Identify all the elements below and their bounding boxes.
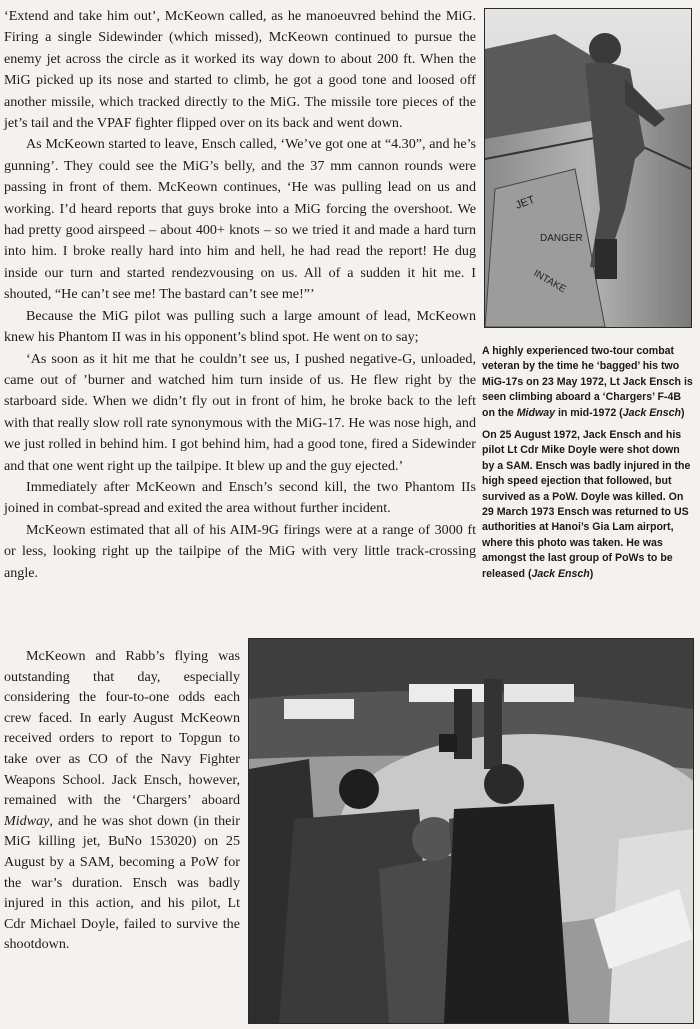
photo-gia-lam-pow-release — [248, 638, 694, 1024]
paragraph: McKeown estimated that all of his AIM-9G firings were at a range of 3000 ft or less, looking right up the tailpipe of the MiG with very little track-crossing angle. — [4, 521, 476, 581]
paragraph: ‘Extend and take him out’, McKeown called, as he manoeuvred behind the MiG. Firing a single Sidewinder (which missed), McKeown continued to pursue the enemy jet across the circle as it worked its way down to about 200 ft. When the MiG picked up its nose and started to climb, he got a good tone and loosed off another missile, which tracked directly to the MiG. The missile tore pieces of the jet’s tail and the VPAF fighter flipped over on its back and went down. — [4, 8, 476, 132]
photo-release-image — [249, 639, 693, 1023]
photo-ensch-climbing-aboard-f4b — [484, 8, 692, 328]
main-text-column-lower — [4, 646, 240, 955]
paragraph: Because the MiG pilot was pulling such a large amount of lead, McKeown knew his Phantom II was in his opponent’s blind spot. He went on to say; — [4, 307, 476, 346]
caption-ensch-climbing: A highly experienced two-tour combat veteran by the time he ‘bagged’ his two MiG-17s on 23 May 1972, Lt Jack Ensch is seen climbing aboard a ‘Chargers’ F-4B on the Midway in mid-1972 (Jack Ensch) — [482, 345, 693, 419]
stencil-jet: JET — [513, 193, 537, 212]
paragraph: McKeown and Rabb’s flying was outstanding that day, especially considering the four-to-one odds each crew faced. In early August McKeown received orders to report to Topgun to take over as CO of the Navy Fighter Weapons School. Jack Ensch, however, remained with the ‘Chargers’ aboard Midway, and he was shot down (in their MiG killing jet, BuNo 153020) on 25 August by a SAM, becoming a PoW for the war’s duration. Ensch was badly injured in this action, and his pilot, Lt Cdr Michael Doyle, failed to survive the shootdown. — [4, 648, 240, 953]
caption-ensch-pow-release: On 25 August 1972, Jack Ensch and his pilot Lt Cdr Mike Doyle were shot down by a SAM. Ensch was badly injured in the high speed ejection that followed, but survived as a PoW. Doyle was killed. On 29 March 1973 Ensch was returned to US authorities at Hanoi’s Gia Lam airport, where this photo was taken. He was amongst the last group of PoWs to be released (Jack Ensch) — [482, 429, 691, 580]
stencil-danger: DANGER — [540, 233, 583, 244]
paragraph: ‘As soon as it hit me that he couldn’t see us, I pushed negative-G, unloaded, came out of ’burner and watched him turn inside of us. He flew right by the starboard side. When we didn’t fly out in front of him, he broke back to the left with that really slow roll rate synonymous with the MiG-17. He was nose high, and we just rolled in behind him. I got behind him, had a good tone, fired a Sidewinder and that one went right up the tailpipe. It blew up and the guy ejected.’ — [4, 350, 476, 474]
main-text-column — [4, 6, 476, 584]
photo-ensch-image — [485, 9, 691, 327]
paragraph: Immediately after McKeown and Ensch’s second kill, the two Phantom IIs joined in combat-spread and exited the area without further incident. — [4, 478, 476, 517]
captions-column — [482, 344, 694, 589]
stencil-intake: INTAKE — [531, 268, 568, 296]
paragraph: As McKeown started to leave, Ensch called, ‘We’ve got one at “4.30”, and he’s gunning’. They could see the MiG’s belly, and the 37 mm cannon rounds were passing in front of them. McKeown continues, ‘He was pulling lead on us and working. I’d heard reports that guys broke into a MiG forcing the overshoot. We had pretty good airspeed – about 400+ knots – so we tried it and made a hard turn into him. I broke really hard into him and hell, he had read the report! He dug inside our turn and started rendezvousing on us. All of a sudden it hit me. I shouted, “He can’t see me! The bastard can’t see me!”’ — [4, 136, 476, 303]
